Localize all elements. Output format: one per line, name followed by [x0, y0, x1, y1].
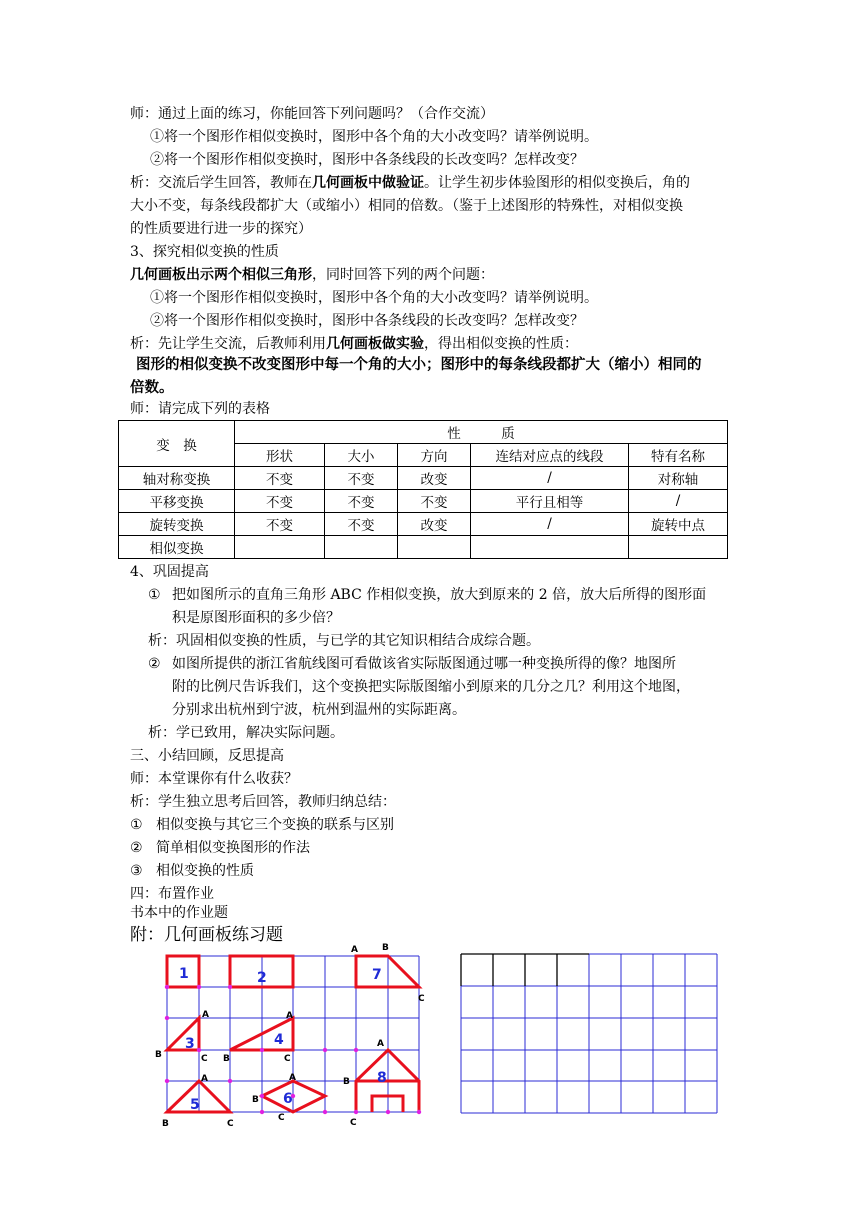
shape-number: 6 — [283, 1091, 293, 1107]
vertex-label: C — [284, 1054, 291, 1064]
empty-practice-grid — [458, 950, 723, 1118]
summary-item: 相似变换与其它三个变换的联系与区别 — [156, 817, 394, 833]
row-name: 旋转变换 — [119, 513, 235, 536]
vertex-label: A — [201, 1074, 208, 1084]
table-cell: 改变 — [398, 467, 471, 490]
table-cell: 平行且相等 — [471, 490, 629, 513]
bold-run: 几何画板做实验 — [326, 336, 424, 352]
text-line: 大小不变，每条线段都扩大（或缩小）相同的倍数。（鉴于上述图形的特殊性，对相似变换 — [130, 198, 683, 214]
text-line: 师：请完成下列的表格 — [130, 401, 270, 417]
column-header: 方向 — [398, 444, 471, 467]
analysis-text: 析：学已致用，解决实际问题。 — [148, 725, 344, 741]
shape-number: 8 — [377, 1070, 387, 1086]
summary-item: 简单相似变换图形的作法 — [156, 840, 310, 856]
vertex-label: C — [418, 994, 425, 1004]
table-row — [119, 490, 728, 513]
question-segment: ②将一个图形作相似变换时，图形中各条线段的长改变吗？怎样改变？ — [150, 152, 584, 168]
vertex-label: B — [162, 1119, 169, 1129]
vertex-label: B — [155, 1050, 162, 1060]
exercise-text: 如图所提供的浙江省航线图可看做该省实际版图通过哪一种变换所得的像？地图所 — [172, 656, 676, 672]
vertex-label: B — [343, 1077, 350, 1087]
table-cell: 不变 — [398, 490, 471, 513]
item-number: ② — [148, 656, 161, 672]
vertex-label: B — [382, 943, 389, 953]
vertex-label: C — [278, 1113, 285, 1123]
text-run: 析：先让学生交流，后教师利用 — [130, 336, 326, 352]
section-heading: 4、巩固提高 — [130, 564, 209, 580]
text-line — [130, 173, 690, 193]
table-cell: / — [629, 490, 728, 513]
vertex-label: C — [350, 1118, 357, 1128]
text-line: 的性质要进行进一步的探究） — [130, 221, 312, 237]
exercise-figure — [150, 940, 440, 1135]
vertex-label: B — [223, 1054, 230, 1064]
table-cell: / — [471, 513, 629, 536]
row-name: 轴对称变换 — [119, 467, 235, 490]
property-statement: 图形的相似变换不改变图形中每一个角的大小；图形中的每条线段都扩大（缩小）相同的 — [136, 356, 702, 373]
item-number: ① — [130, 817, 143, 833]
vertex-label: A — [351, 945, 358, 955]
table-cell — [471, 536, 629, 559]
question-angle: ①将一个图形作相似变换时，图形中各个角的大小改变吗？请举例说明。 — [150, 129, 598, 145]
table-row — [119, 513, 728, 536]
shape-number: 7 — [372, 967, 382, 983]
text-line: 析：学生独立思考后回答，教师归纳总结： — [130, 794, 396, 810]
table-cell: 不变 — [235, 513, 325, 536]
table-cell: 旋转中点 — [629, 513, 728, 536]
shape-number: 1 — [179, 966, 189, 982]
row-name: 平移变换 — [119, 490, 235, 513]
table-cell: 不变 — [235, 490, 325, 513]
question-angle: ①将一个图形作相似变换时，图形中各个角的大小改变吗？请举例说明。 — [150, 290, 598, 306]
appendix-title: 附：几何画板练习题 — [130, 925, 283, 945]
row-name: 相似变换 — [119, 536, 235, 559]
vertex-label: A — [289, 1073, 296, 1083]
text-line: 师：本堂课你有什么收获？ — [130, 771, 298, 787]
item-number: ② — [130, 840, 143, 856]
table-cell: 不变 — [325, 513, 398, 536]
vertex-label: A — [202, 1010, 209, 1020]
table-cell: 不变 — [325, 490, 398, 513]
table-header-group: 性 质 — [235, 421, 728, 444]
table-header-left: 变 换 — [119, 421, 235, 467]
property-statement: 倍数。 — [130, 379, 174, 396]
exercise-text: 积是原图形面积的多少倍？ — [172, 610, 340, 626]
table-cell: 不变 — [325, 467, 398, 490]
item-number: ③ — [130, 863, 143, 879]
column-header: 特有名称 — [629, 444, 728, 467]
properties-table — [118, 420, 728, 559]
section-heading: 三、小结回顾，反思提高 — [130, 748, 284, 764]
text-line — [130, 334, 578, 354]
question-segment: ②将一个图形作相似变换时，图形中各条线段的长改变吗？怎样改变？ — [150, 313, 584, 329]
column-header: 形状 — [235, 444, 325, 467]
text-run: 析：交流后学生回答，教师在 — [130, 175, 312, 191]
table-row — [119, 536, 728, 559]
vertex-label: B — [252, 1095, 259, 1105]
bold-run: 几何画板出示两个相似三角形 — [130, 267, 312, 283]
table-cell: / — [471, 467, 629, 490]
table-cell: 对称轴 — [629, 467, 728, 490]
text-line — [130, 265, 494, 285]
column-header: 大小 — [325, 444, 398, 467]
text-run: 。让学生初步体验图形的相似变换后，角的 — [424, 175, 690, 191]
column-header: 连结对应点的线段 — [471, 444, 629, 467]
vertex-label: C — [227, 1119, 234, 1129]
exercise-text: 附的比例尺告诉我们，这个变换把实际版图缩小到原来的几分之几？利用这个地图， — [172, 679, 690, 695]
text-line: 师：通过上面的练习，你能回答下列问题吗？（合作交流） — [130, 106, 494, 122]
exercise-text: 把如图所示的直角三角形 ABC 作相似变换，放大到原来的 2 倍，放大后所得的图形面 — [172, 587, 707, 603]
table-cell — [398, 536, 471, 559]
table-cell: 改变 — [398, 513, 471, 536]
shape-number: 3 — [185, 1036, 195, 1052]
item-number: ① — [148, 587, 161, 603]
vertex-label: A — [286, 1011, 293, 1021]
exercise-text: 分别求出杭州到宁波，杭州到温州的实际距离。 — [172, 702, 466, 718]
shape-number: 4 — [274, 1032, 284, 1048]
summary-item: 相似变换的性质 — [156, 863, 254, 879]
analysis-text: 析：巩固相似变换的性质，与已学的其它知识相结合成综合题。 — [148, 633, 540, 649]
section-heading: 3、探究相似变换的性质 — [130, 244, 279, 260]
shape-number: 5 — [190, 1097, 200, 1113]
shape-number: 2 — [257, 970, 267, 986]
bold-run: 几何画板中做验证 — [312, 175, 424, 191]
table-row — [119, 467, 728, 490]
text-line: 书本中的作业题 — [130, 905, 228, 921]
vertex-label: C — [201, 1054, 208, 1064]
table-cell — [325, 536, 398, 559]
table-cell — [629, 536, 728, 559]
vertex-label: A — [377, 1039, 384, 1049]
table-cell — [235, 536, 325, 559]
text-run: ，得出相似变换的性质： — [424, 336, 578, 352]
section-heading: 四：布置作业 — [130, 886, 214, 902]
text-run: ，同时回答下列的两个问题： — [312, 267, 494, 283]
table-cell: 不变 — [235, 467, 325, 490]
